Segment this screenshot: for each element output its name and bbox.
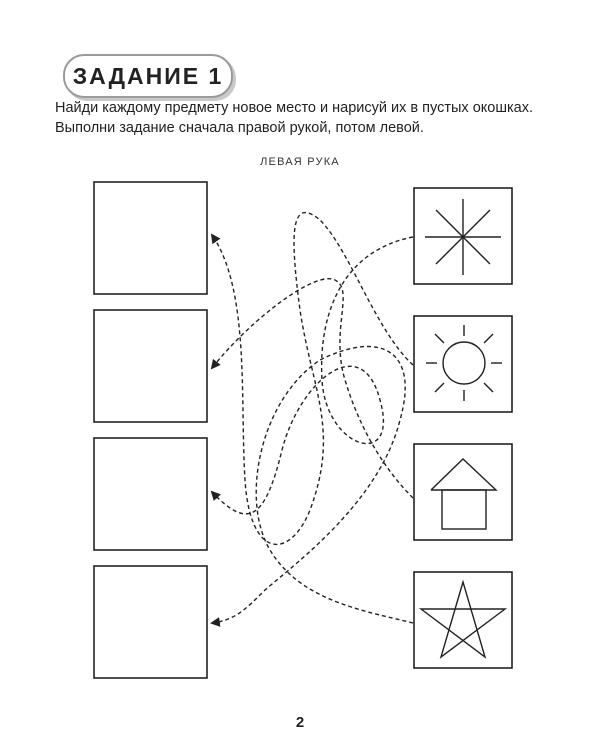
instructions-text: Найди каждому предмету новое место и нарисуй их в пустых окошках. Выполни задание сначала правой рукой, потом левой. bbox=[55, 100, 533, 136]
empty-box-3[interactable] bbox=[94, 438, 207, 550]
empty-box-2[interactable] bbox=[94, 310, 207, 422]
house-icon bbox=[431, 459, 496, 529]
page-number: 2 bbox=[295, 714, 305, 731]
hand-subheading: ЛЕВАЯ РУКА bbox=[260, 156, 340, 168]
picture-box-4 bbox=[414, 572, 512, 668]
picture-box-2 bbox=[414, 316, 512, 412]
task-title: ЗАДАНИЕ 1 bbox=[72, 62, 224, 89]
star-icon bbox=[421, 582, 505, 657]
path-sun bbox=[212, 213, 413, 545]
sun-icon bbox=[426, 325, 502, 401]
asterisk-icon bbox=[425, 199, 501, 275]
empty-box-1[interactable] bbox=[94, 182, 207, 294]
empty-box-4[interactable] bbox=[94, 566, 207, 678]
